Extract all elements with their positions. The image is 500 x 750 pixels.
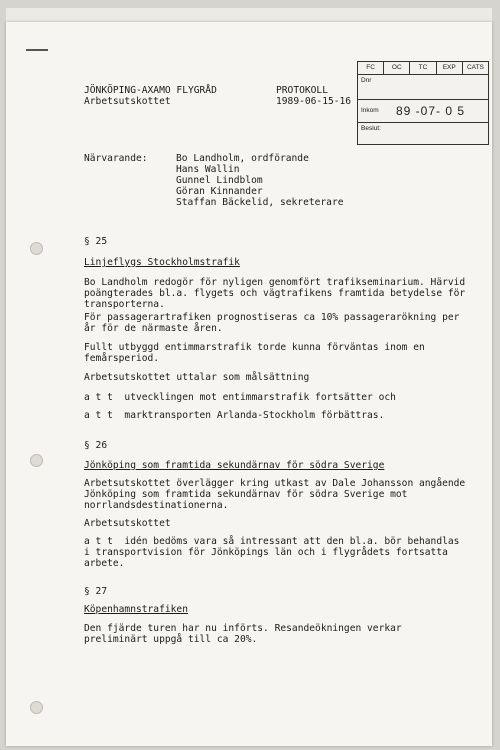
paragraph-line: Arbetsutskottet <box>84 518 171 529</box>
paragraph-line: i transportvision för Jönköpings län och i flygrådets fortsatta <box>84 547 448 558</box>
paragraph-line: a t t utvecklingen mot entimmarstrafik fortsätter och <box>84 392 396 403</box>
punch-hole <box>30 701 43 714</box>
paragraph-line: a t t marktransporten Arlanda-Stockholm förbättras. <box>84 410 385 421</box>
section-title: Linjeflygs Stockholmstrafik <box>84 257 240 268</box>
attendance-label: Närvarande: <box>84 153 148 164</box>
org-name: JÖNKÖPING-AXAMO FLYGRÅD <box>84 85 217 96</box>
paragraph-line: För passagerartrafiken prognostiseras ca 10% passagerarökning per <box>84 312 460 323</box>
paragraph-line: transporterna. <box>84 299 165 310</box>
paragraph-line: Jönköping som framtida sekundärnav för södra Sverige mot <box>84 489 408 500</box>
doc-type: PROTOKOLL <box>276 85 328 96</box>
attendee: Hans Wallin <box>176 164 240 175</box>
section-number: § 27 <box>84 586 108 597</box>
paragraph-line: Fullt utbyggd entimmarstrafik torde kunna förväntas inom en <box>84 342 425 353</box>
stamp-inkom-date: 89 -07- 0 5 <box>396 104 466 118</box>
section-number: § 25 <box>84 236 108 247</box>
margin-mark <box>26 49 48 51</box>
stamp-inkom-label: Inkom <box>361 107 379 114</box>
paragraph-line: arbete. <box>84 558 125 569</box>
section-number: § 26 <box>84 440 108 451</box>
stamp-header-row <box>358 62 488 75</box>
stamp-col: FC <box>358 62 384 74</box>
punch-hole <box>30 454 43 467</box>
paragraph-line: poängterades bl.a. flygets och vägtrafikens framtida betydelse för <box>84 288 466 299</box>
paragraph-line: norrlandsdestinationerna. <box>84 500 229 511</box>
paragraph-line: Bo Landholm redogör för nyligen genomfört trafikseminarium. Härvid <box>84 277 466 288</box>
punch-hole <box>30 242 43 255</box>
attendee: Göran Kinnander <box>176 186 263 197</box>
paragraph-line: preliminärt uppgå till ca 20%. <box>84 634 258 645</box>
attendee: Staffan Bäckelid, sekreterare <box>176 197 344 208</box>
stamp-col: EXP <box>437 62 463 74</box>
stamp-col: CATS <box>466 64 484 71</box>
attendee: Bo Landholm, ordförande <box>176 153 309 164</box>
section-title: Jönköping som framtida sekundärnav för södra Sverige <box>84 460 385 471</box>
stamp-col: OC <box>384 62 410 74</box>
stamp-inkom-row <box>358 100 488 123</box>
received-stamp <box>357 61 489 145</box>
paragraph-line: a t t idén bedöms vara så intressant att den bl.a. bör behandlas <box>84 536 460 547</box>
committee-name: Arbetsutskottet <box>84 96 171 107</box>
stamp-dnr-label: Dnr <box>361 77 372 84</box>
paragraph-line: Arbetsutskottet överlägger kring utkast av Dale Johansson angående <box>84 478 466 489</box>
meeting-date: 1989-06-15-16 <box>276 96 352 107</box>
stamp-beslut-label: Beslut: <box>361 125 381 132</box>
paragraph-line: år för de närmaste åren. <box>84 323 223 334</box>
stamp-beslut-row <box>358 123 488 143</box>
paragraph-line: Den fjärde turen har nu införts. Resandeökningen verkar <box>84 623 402 634</box>
paragraph-line: femårsperiod. <box>84 353 160 364</box>
attendee: Gunnel Lindblom <box>176 175 263 186</box>
stamp-col: TC <box>410 62 436 74</box>
paragraph-line: Arbetsutskottet uttalar som målsättning <box>84 372 310 383</box>
section-title: Köpenhamnstrafiken <box>84 604 188 615</box>
stamp-dnr-row <box>358 75 488 100</box>
